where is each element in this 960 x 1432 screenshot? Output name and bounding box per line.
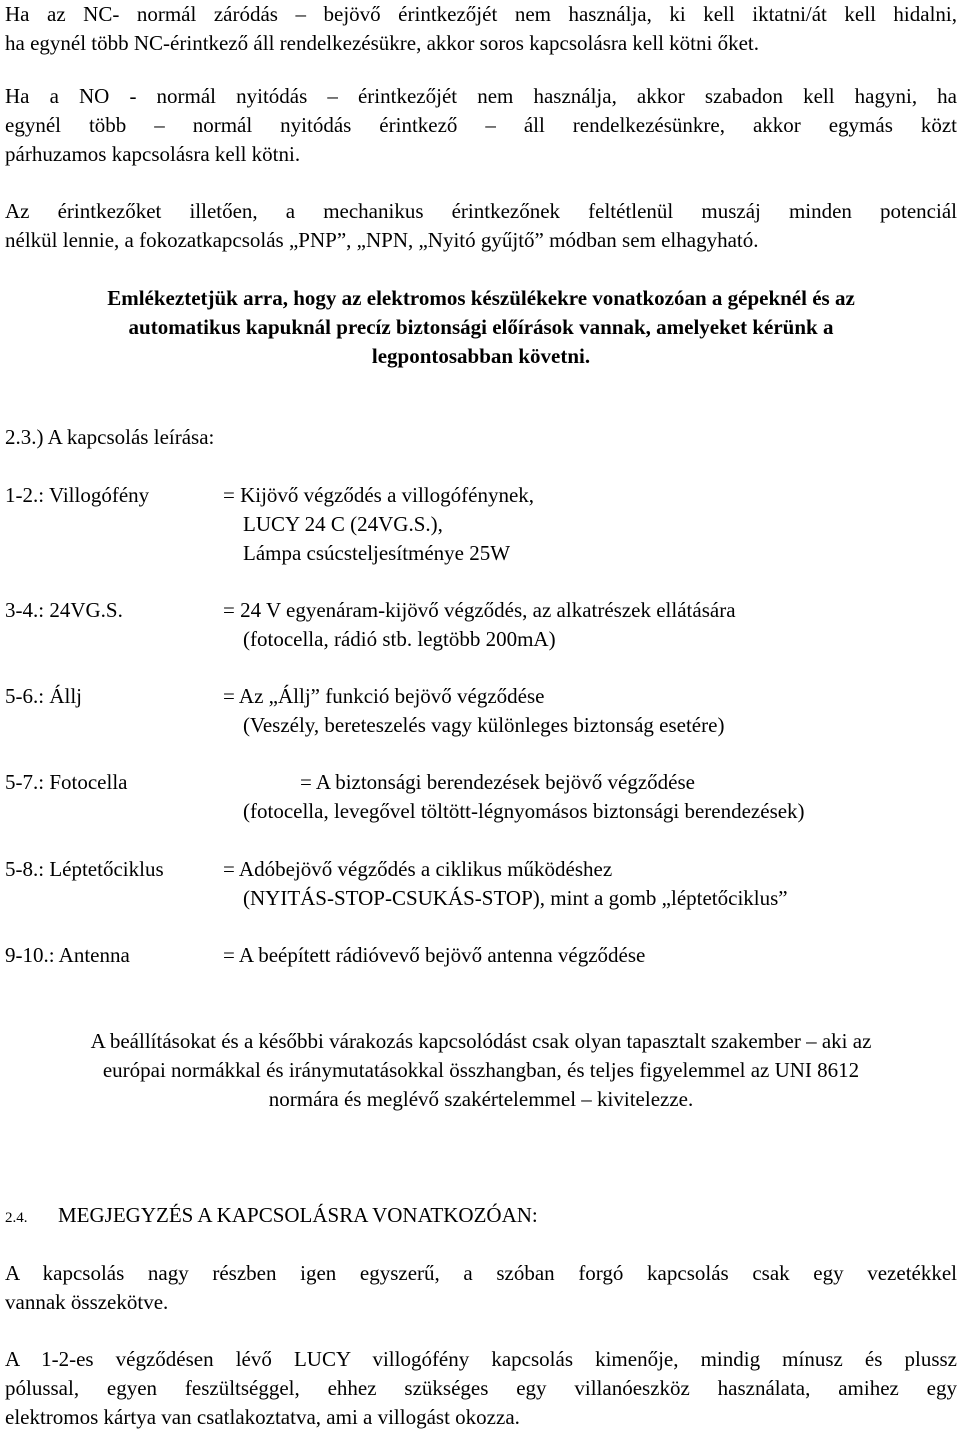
text-line: Az érintkezőket illetően, a mechanikus érintkezőnek feltétlenül muszáj minden potenciál [5,199,957,223]
terminal-description: = A biztonsági berendezések bejövő végződése (fotocella, levegővel töltött-légnyomásos biztonsági berendezések) [243,770,805,823]
terminal-label: 1-2.: Villogófény [5,483,150,507]
paragraph-contacts-potential [5,197,957,255]
safety-reminder [5,284,957,371]
text-line: európai normákkal és iránymutatásokkal összhangban, és teljes figyelemmel az UNI 8612 [102,1058,860,1082]
text-line: ha egynél több NC-érintkező áll rendelkezésükre, akkor soros kapcsolásra kell kötni őket. [5,31,760,55]
terminal-label: 9-10.: Antenna [5,943,130,967]
text-line: Ha a NO - normál nyitódás – érintkezőjét nem használja, akkor szabadon kell hagyni, ha [5,84,957,108]
text-line: Ha az NC- normál záródás – bejövő érintkezőjét nem használja, ki kell iktatni/át kell hidalni, [5,2,957,26]
text-line: nélkül lennie, a fokozatkapcsolás „PNP”, „NPN, „Nyitó gyűjtő” módban sem elhagyható. [5,228,759,252]
text-line: pólussal, egyen feszültséggel, ehhez szükséges egy villanóeszköz használata, amihez egy [5,1376,957,1400]
terminal-label: 3-4.: 24VG.S. [5,598,123,622]
terminal-description: = Kijövő végződés a villogófénynek, LUCY 24 C (24VG.S.), Lámpa csúcsteljesítménye 25W [223,483,535,565]
terminal-label: 5-6.: Állj [5,684,82,708]
terminal-description: = A beépített rádióvevő bejövő antenna végződése [223,943,646,967]
section-number: 2.4. [5,1210,28,1226]
text-line: A 1-2-es végződésen lévő LUCY villogófény kapcsolás kimenője, mindig mínusz és plussz [5,1347,957,1371]
terminal-label: 5-8.: Léptetőciklus [5,857,164,881]
section-heading-2-3: 2.3.) A kapcsolás leírása: [5,425,215,449]
installation-note [5,1027,957,1114]
paragraph-no-contact [5,82,957,169]
paragraph-nc-contact [5,0,957,58]
note-paragraph-simple [5,1259,957,1317]
text-line: párhuzamos kapcsolásra kell kötni. [5,142,301,166]
section-title: MEGJEGYZÉS A KAPCSOLÁSRA VONATKOZÓAN: [58,1203,538,1227]
text-line: vannak összekötve. [5,1290,169,1314]
text-line: egynél több – normál nyitódás érintkező – áll rendelkezésünkre, akkor egymás közt [5,113,957,137]
section-heading-2-4 [5,1201,957,1233]
terminal-description: = 24 V egyenáram-kijövő végződés, az alkatrészek ellátására (fotocella, rádió stb. legtöbb 200mA) [223,598,736,651]
text-line: elektromos kártya van csatlakoztatva, ami a villogást okozza. [5,1405,520,1429]
text-line: Emlékeztetjük arra, hogy az elektromos készülékekre vonatkozóan a gépeknél és az [107,286,855,310]
text-line: automatikus kapuknál precíz biztonsági előírások vannak, amelyeket kérünk a [128,315,834,339]
terminal-description: = Adóbejövő végződés a ciklikus működéshez (NYITÁS-STOP-CSUKÁS-STOP), mint a gomb „léptetőciklus” [223,857,788,910]
text-line: A beállításokat és a későbbi várakozás kapcsolódást csak olyan tapasztalt szakember – aki az [90,1029,872,1053]
text-line: legpontosabban követni. [371,344,591,368]
text-line: A kapcsolás nagy részben igen egyszerű, a szóban forgó kapcsolás csak egy vezetékkel [5,1261,957,1285]
text-line: normára és meglévő szakértelemmel – kivitelezze. [268,1087,694,1111]
note-paragraph-lucy [5,1345,957,1432]
terminal-label: 5-7.: Fotocella [5,770,128,794]
terminal-description: = Az „Állj” funkció bejövő végződése (Veszély, bereteszelés vagy különleges biztonság esetére) [223,684,725,737]
